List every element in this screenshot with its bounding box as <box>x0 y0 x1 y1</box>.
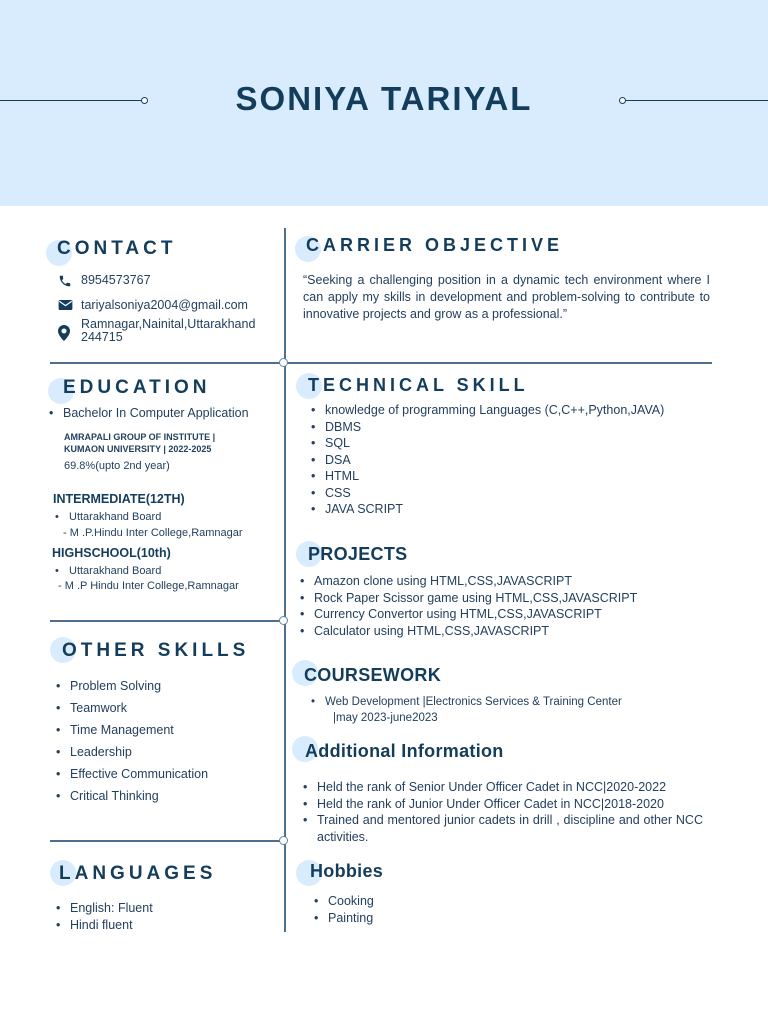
list-item: • Problem Solving <box>53 675 208 697</box>
row-divider-3 <box>50 840 285 842</box>
technical-skill-heading: TECHNICAL SKILL <box>308 375 529 395</box>
list-item: • knowledge of programming Languages (C,C++,Python,JAVA) <box>308 402 664 419</box>
row-divider-3-node <box>279 836 288 845</box>
column-divider <box>284 228 286 932</box>
contact-address <box>81 318 255 344</box>
additional-info-heading: Additional Information <box>305 741 504 761</box>
languages-heading: LANGUAGES <box>59 863 217 884</box>
list-item: • DBMS <box>308 419 664 436</box>
list-item: • Painting <box>311 910 374 927</box>
education-score: 69.8%(upto 2nd year) <box>64 460 170 472</box>
phone-icon <box>58 274 72 288</box>
mail-icon <box>58 299 73 311</box>
list-item: • Effective Communication <box>53 763 208 785</box>
intermediate-board: • Uttarakhand Board <box>52 511 161 523</box>
list-item: • English: Fluent <box>53 900 153 917</box>
row-divider-1-node <box>279 358 288 367</box>
education-degree-list <box>46 406 249 420</box>
list-item: • Held the rank of Junior Under Officer Cadet in NCC|2018-2020 <box>300 796 703 813</box>
highschool-board: • Uttarakhand Board <box>52 565 161 577</box>
list-item: • JAVA SCRIPT <box>308 501 664 518</box>
education-heading: EDUCATION <box>63 377 211 398</box>
projects-heading: PROJECTS <box>308 544 408 564</box>
hobbies-list <box>311 893 374 927</box>
college-line-2: KUMAON UNIVERSITY | 2022-2025 <box>64 444 212 454</box>
objective-heading: CARRIER OBJECTIVE <box>306 235 564 255</box>
contact-email[interactable]: tariyalsoniya2004@gmail.com <box>81 298 248 312</box>
other-skills-heading: OTHER SKILLS <box>62 640 250 661</box>
contact-heading: CONTACT <box>57 238 177 259</box>
list-item: • DSA <box>308 452 664 469</box>
list-item: • Leadership <box>53 741 208 763</box>
list-item: • Cooking <box>311 893 374 910</box>
list-item: • SQL <box>308 435 664 452</box>
row-divider-1 <box>50 362 712 364</box>
list-item: • Currency Convertor using HTML,CSS,JAVASCRIPT <box>297 606 637 623</box>
college-line-1: AMRAPALI GROUP OF INSTITUTE | <box>64 432 216 442</box>
coursework-item <box>308 696 622 708</box>
education-college <box>64 431 215 455</box>
contact-phone[interactable]: 8954573767 <box>81 273 151 287</box>
hobbies-heading: Hobbies <box>310 861 384 881</box>
technical-skill-list <box>308 402 664 518</box>
address-line-2: 244715 <box>81 330 123 344</box>
intermediate-heading: INTERMEDIATE(12TH) <box>53 492 185 506</box>
address-line-1: Ramnagar,Nainital,Uttarakhand <box>81 317 256 331</box>
coursework-list <box>308 696 622 708</box>
list-item: • Teamwork <box>53 697 208 719</box>
row-divider-2 <box>50 620 285 622</box>
list-item: • CSS <box>308 485 664 502</box>
coursework-heading: COURSEWORK <box>304 665 441 685</box>
intermediate-list <box>52 511 161 523</box>
list-item: • Calculator using HTML,CSS,JAVASCRIPT <box>297 623 637 640</box>
coursework-line-2: |may 2023-june2023 <box>333 712 438 724</box>
list-item: • Critical Thinking <box>53 785 208 807</box>
intermediate-school: - M .P.Hindu Inter College,Ramnagar <box>63 527 243 539</box>
coursework-line-1: Web Development |Electronics Services & Training Center <box>325 696 622 708</box>
other-skills-list <box>53 675 208 807</box>
additional-info-list <box>300 779 703 845</box>
list-item: • Amazon clone using HTML,CSS,JAVASCRIPT <box>297 573 637 590</box>
list-item: • Held the rank of Senior Under Officer Cadet in NCC|2020-2022 <box>300 779 703 796</box>
projects-list <box>297 573 637 639</box>
location-pin-icon <box>58 325 70 341</box>
row-divider-2-node <box>279 616 288 625</box>
objective-text: “Seeking a challenging position in a dynamic tech environment where I can apply my skills in development and problem-solving to contribute to innovative projects and grow as a professional.” <box>303 273 710 321</box>
page-title: SONIYA TARIYAL <box>235 80 533 117</box>
languages-list <box>53 900 153 934</box>
list-item: • Trained and mentored junior cadets in drill , discipline and other NCC activities. <box>300 812 703 845</box>
list-item: • Rock Paper Scissor game using HTML,CSS,JAVASCRIPT <box>297 590 637 607</box>
list-item: • HTML <box>308 468 664 485</box>
highschool-heading: HIGHSCHOOL(10th) <box>52 546 171 560</box>
list-item: • Time Management <box>53 719 208 741</box>
highschool-school: - M .P Hindu Inter College,Ramnagar <box>58 580 239 592</box>
education-degree: • Bachelor In Computer Application <box>46 406 249 420</box>
highschool-list <box>52 565 161 577</box>
list-item: • Hindi fluent <box>53 917 153 934</box>
